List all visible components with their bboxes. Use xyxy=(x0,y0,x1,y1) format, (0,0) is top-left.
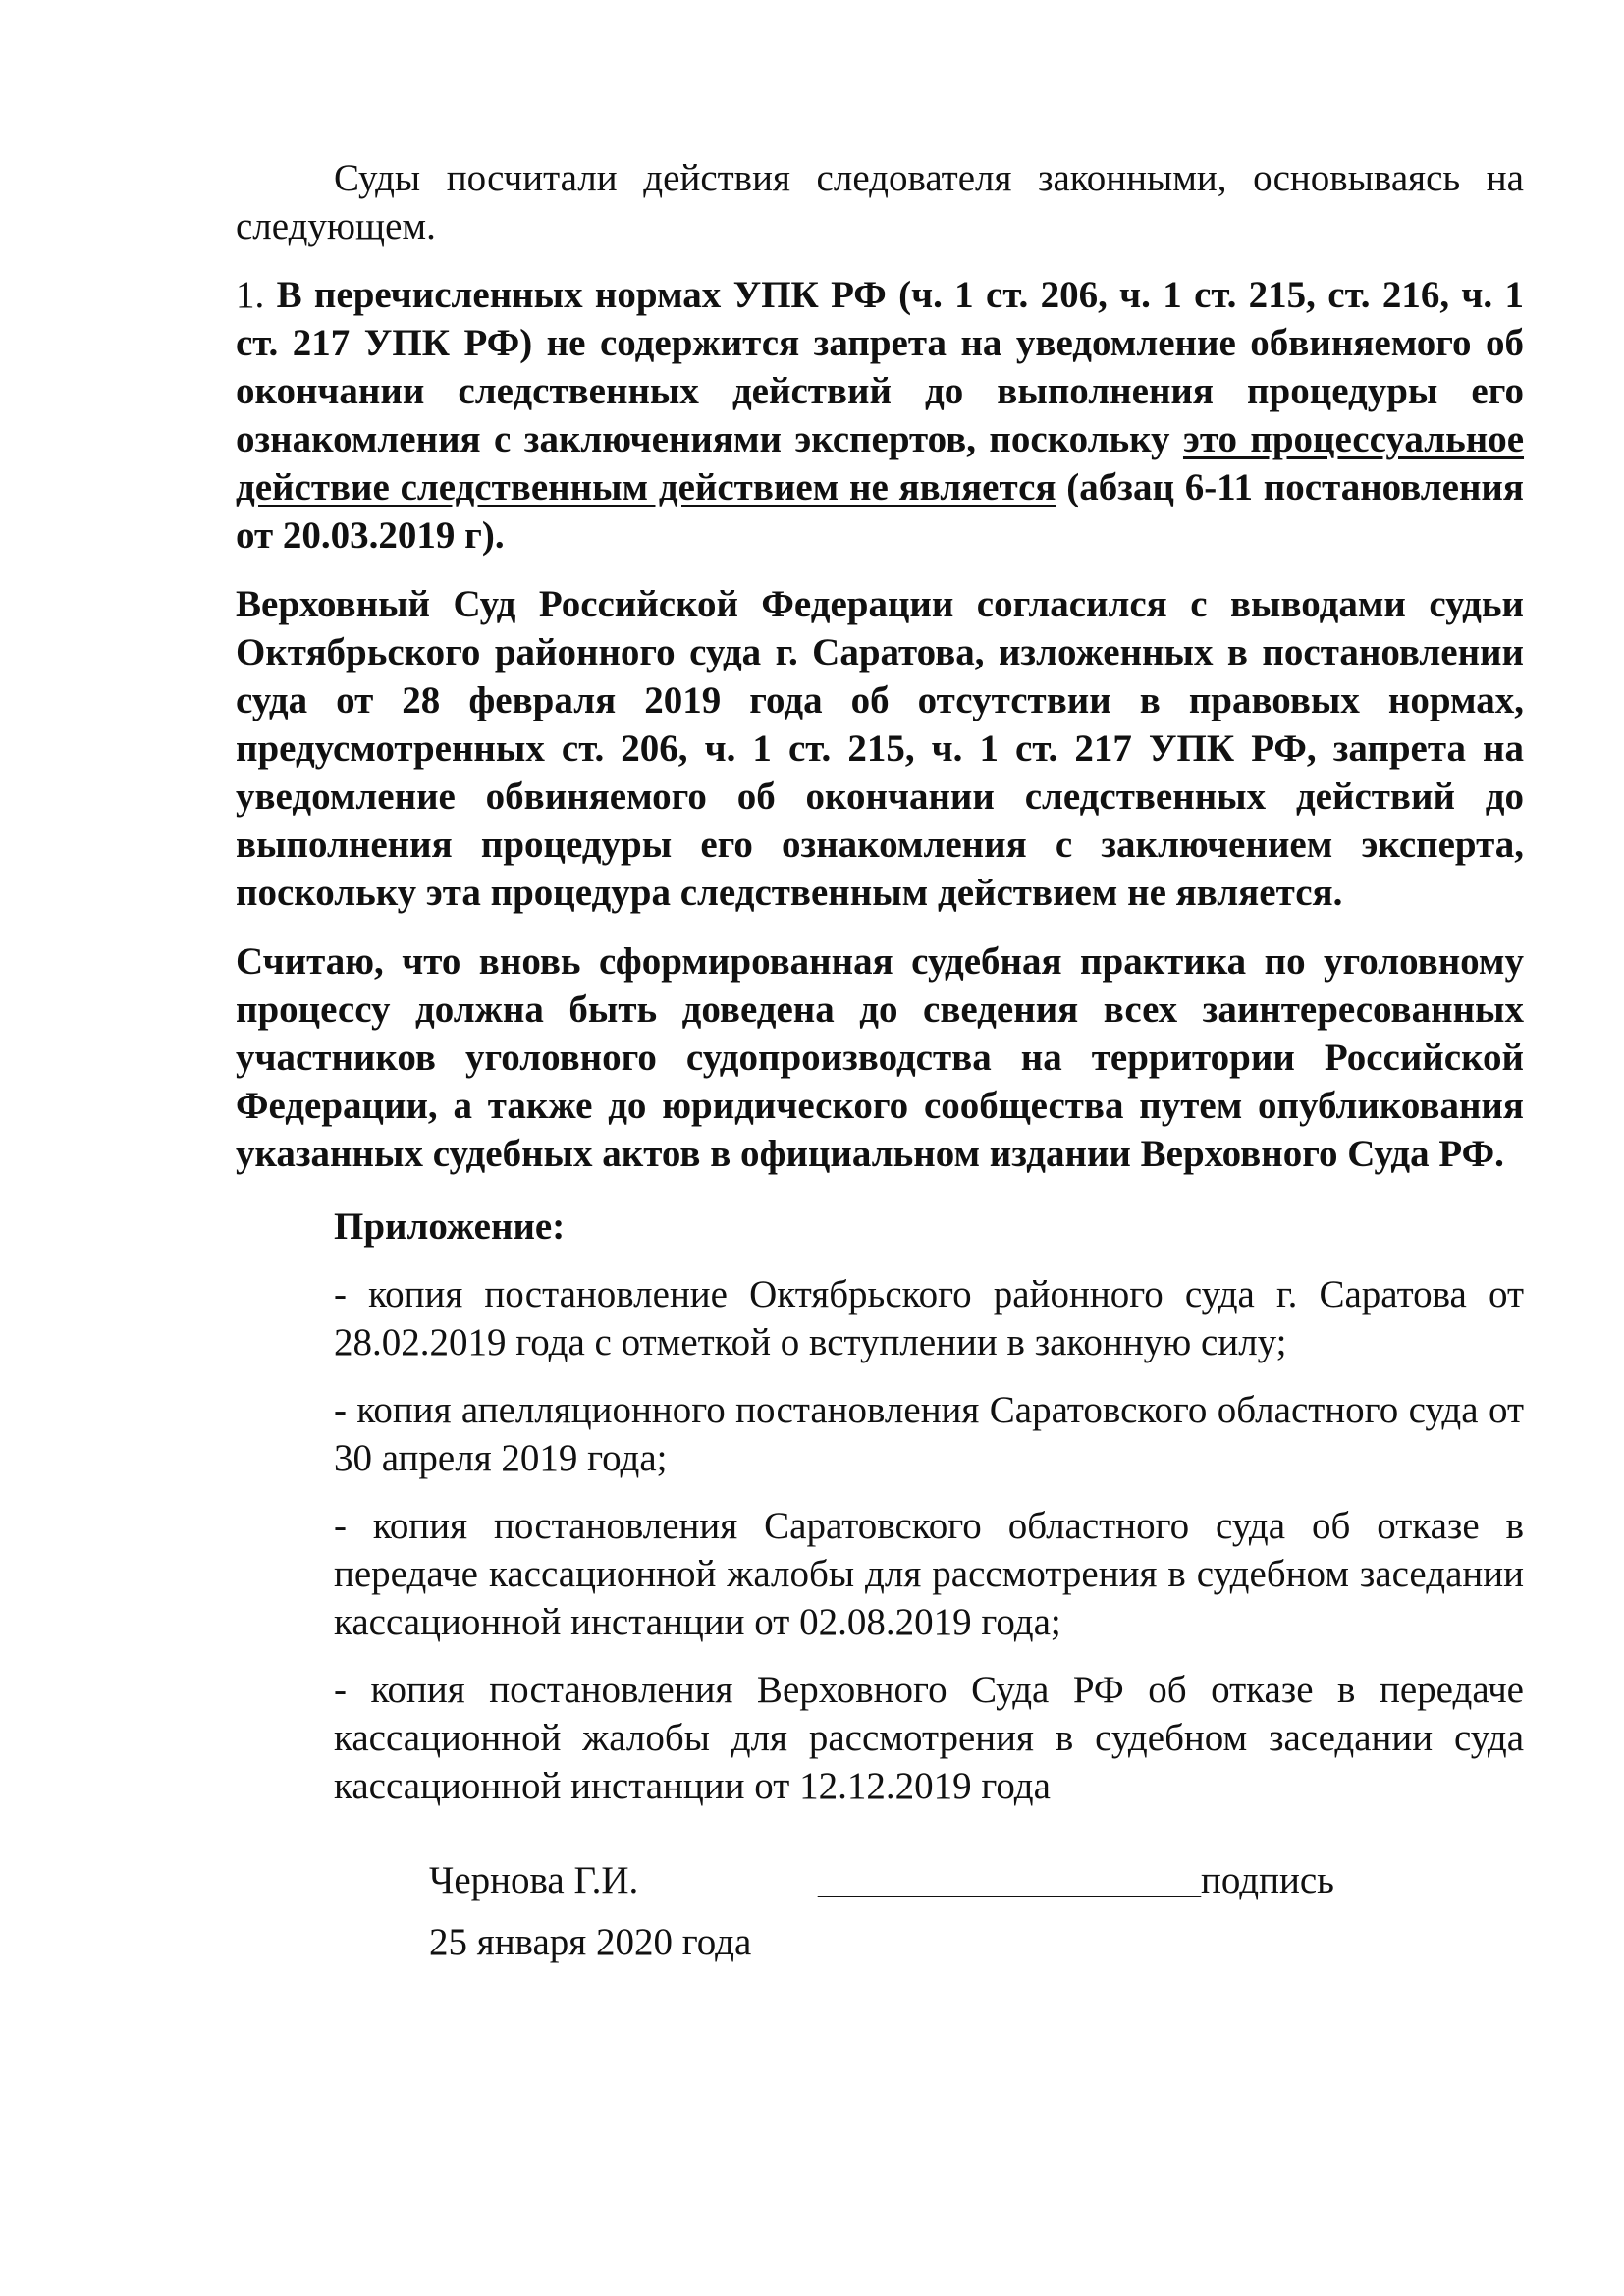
point-1-bold-end: (абзац 6-11 постановления от 20.03.2019 г). xyxy=(236,466,1524,557)
signature-date: 25 января 2020 года xyxy=(429,1921,752,1963)
point-1-paragraph xyxy=(236,271,1524,560)
point-1-number: 1. xyxy=(236,274,265,316)
appendix-item: - копия апелляционного постановления Саратовского областного суда от 30 апреля 2019 года; xyxy=(334,1389,1524,1479)
signature-line: ____________________подпись xyxy=(818,1859,1334,1901)
appendix-item: - копия постановления Саратовского областного суда об отказе в передаче кассационной жалобы для рассмотрения в судебном заседании кассационной инстанции от 02.08.2019 года; xyxy=(334,1505,1524,1643)
signature-block xyxy=(429,1856,1334,1974)
point-1-bold-start: В перечисленных нормах УПК РФ (ч. 1 ст. 206, ч. 1 ст. 215, ст. 216, ч. 1 ст. 217 УПК РФ) не содержится запрета на уведомление обвиняемого об окончании следственных действий до выполнения процедуры его ознакомления с заключениями экспертов, поскольку xyxy=(236,274,1525,460)
supreme-court-text: Верховный Суд Российской Федерации согласился с выводами судьи Октябрьского районного суда г. Саратова, изложенных в постановлении суда от 28 февраля 2019 года об отсутствии в правовых нормах, предусмотренных ст. 206, ч. 1 ст. 215, ч. 1 ст. 217 УПК РФ, запрета на уведомление обвиняемого об окончании следственных действий до выполнения процедуры его ознакомления с заключением эксперта, поскольку эта процедура следственным действием не является. xyxy=(236,583,1524,914)
appendix-item: - копия постановление Октябрьского районного суда г. Саратова от 28.02.2019 года с отметкой о вступлении в законную силу; xyxy=(334,1273,1524,1363)
appendix-title: Приложение: xyxy=(334,1205,566,1248)
opinion-paragraph xyxy=(236,937,1524,1178)
intro-paragraph: Суды посчитали действия следователя законными, основываясь на следующем. xyxy=(236,157,1524,247)
opinion-text: Считаю, что вновь сформированная судебная практика по уголовному процессу должна быть доведена до сведения всех заинтересованных участников уголовного судопроизводства на территории Российской Федерации, а также до юридического сообщества путем опубликования указанных судебных актов в официальном издании Верховного Суда РФ. xyxy=(236,940,1524,1175)
appendix-section xyxy=(334,1202,1524,1810)
point-1-underlined: это процессуальное действие следственным действием не является xyxy=(236,418,1525,508)
appendix-item: - копия постановления Верховного Суда РФ об отказе в передаче кассационной жалобы для рассмотрения в судебном заседании суда кассационной инстанции от 12.12.2019 года xyxy=(334,1669,1524,1807)
signer-name: Чернова Г.И. xyxy=(429,1859,639,1901)
supreme-court-paragraph xyxy=(236,580,1524,917)
document-body xyxy=(236,154,1524,1810)
